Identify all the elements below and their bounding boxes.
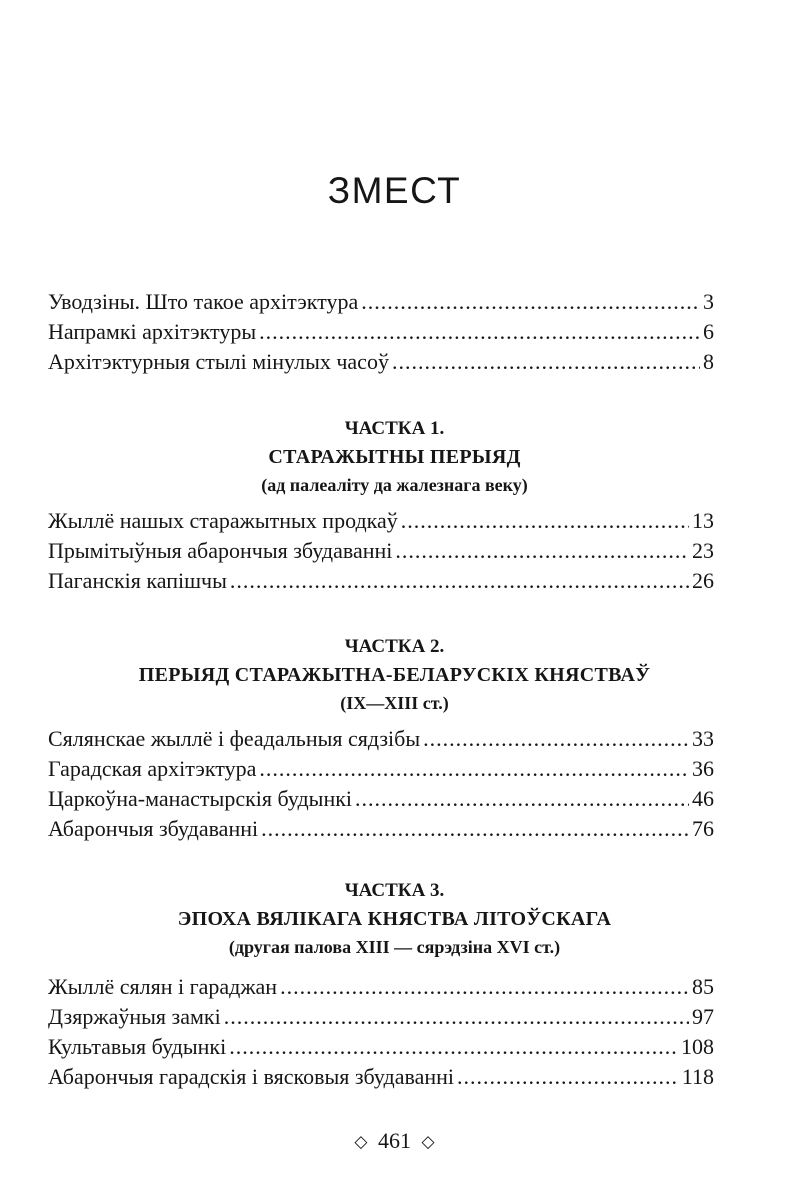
toc-entry-label: Уводзіны. Што такое архітэктура [48,289,359,314]
toc-leader-dots [361,287,700,317]
toc-entry-label: Абарончыя збудаванні [48,816,259,841]
page-footer [0,1128,789,1154]
toc-entry-page: 36 [692,756,714,781]
toc-leader-dots [224,1002,689,1032]
toc-leader-dots [395,536,689,566]
part-subtitle: (другая палова XIII — сярэдзіна XVI ст.) [228,937,561,957]
toc-leader-dots [392,347,700,377]
diamond-ornament-icon: ◇ [354,1132,368,1151]
page-number: 461 [378,1128,411,1153]
toc-leader-dots [229,1032,678,1062]
part-heading [0,877,789,961]
toc-entry-page: 33 [692,726,714,751]
toc-intro [48,287,714,377]
part-number: ЧАСТКА 3. [344,880,445,901]
part-title: ЭПОХА ВЯЛІКАГА КНЯСТВА ЛІТОЎСКАГА [177,908,612,930]
toc-entry[interactable] [48,566,714,596]
page-title: ЗМЕСТ [327,170,462,211]
toc-entry[interactable] [48,347,714,377]
toc-entry-page: 118 [681,1064,714,1089]
toc-leader-dots [230,566,689,596]
toc-entry-label: Архітэктурныя стылі мінулых часоў [48,349,389,374]
toc-leader-dots [401,506,689,536]
toc-leader-dots [355,784,689,814]
toc-entry-page: 85 [692,974,714,999]
toc-entry[interactable] [48,814,714,844]
toc-entry-page: 108 [681,1034,714,1059]
toc-entry-label: Гарадская архітэктура [48,756,257,781]
toc-entry[interactable] [48,1062,714,1092]
part-subtitle: (IX—XIII ст.) [340,693,449,713]
toc-entry-page: 23 [692,538,714,563]
toc-entry[interactable] [48,1002,714,1032]
toc-entry-label: Паганскія капішчы [48,568,227,593]
toc-entry-page: 46 [692,786,714,811]
diamond-ornament-icon: ◇ [421,1132,435,1151]
toc-entry-label: Жыллё нашых старажытных продкаў [48,508,398,533]
toc-part-3 [48,972,714,1092]
toc-entry[interactable] [48,784,714,814]
part-subtitle: (ад палеаліту да жалезнага веку) [261,475,528,495]
toc-entry[interactable] [48,536,714,566]
toc-entry[interactable] [48,317,714,347]
toc-leader-dots [280,972,689,1002]
part-heading [0,633,789,717]
toc-entry[interactable] [48,506,714,536]
toc-entry[interactable] [48,754,714,784]
toc-entry-label: Царкоўна-манастырскія будынкі [48,786,353,811]
toc-entry-page: 13 [692,508,714,533]
toc-entry-page: 97 [692,1004,714,1029]
toc-entry-label: Напрамкі архітэктуры [48,319,257,344]
toc-entry-label: Абарончыя гарадскія і вясковыя збудаванні [48,1064,454,1089]
toc-entry-label: Сялянскае жыллё і феадальныя сядзібы [48,726,421,751]
toc-entry-page: 6 [703,319,714,344]
toc-leader-dots [259,754,689,784]
toc-entry[interactable] [48,724,714,754]
part-title: ПЕРЫЯД СТАРАЖЫТНА-БЕЛАРУСКІХ КНЯСТВАЎ [138,664,651,686]
toc-leader-dots [423,724,689,754]
toc-leader-dots [259,317,700,347]
toc-entry-label: Дзяржаўныя замкі [48,1004,221,1029]
toc-entry[interactable] [48,287,714,317]
toc-entry[interactable] [48,1032,714,1062]
toc-entry-page: 8 [703,349,714,374]
toc-entry[interactable] [48,972,714,1002]
toc-entry-label: Жыллё сялян і гараджан [48,974,278,999]
part-number: ЧАСТКА 2. [344,636,445,657]
toc-entry-page: 26 [692,568,714,593]
toc-part-1 [48,506,714,596]
toc-entry-label: Культавыя будынкі [48,1034,227,1059]
part-number: ЧАСТКА 1. [344,418,445,439]
part-title: СТАРАЖЫТНЫ ПЕРЫЯД [268,446,521,468]
toc-entry-page: 3 [703,289,714,314]
toc-leader-dots [457,1062,679,1092]
toc-entry-page: 76 [692,816,714,841]
toc-part-2 [48,724,714,844]
part-heading [0,415,789,499]
toc-leader-dots [261,814,689,844]
toc-entry-label: Прымітыўныя абарончыя збудаванні [48,538,393,563]
